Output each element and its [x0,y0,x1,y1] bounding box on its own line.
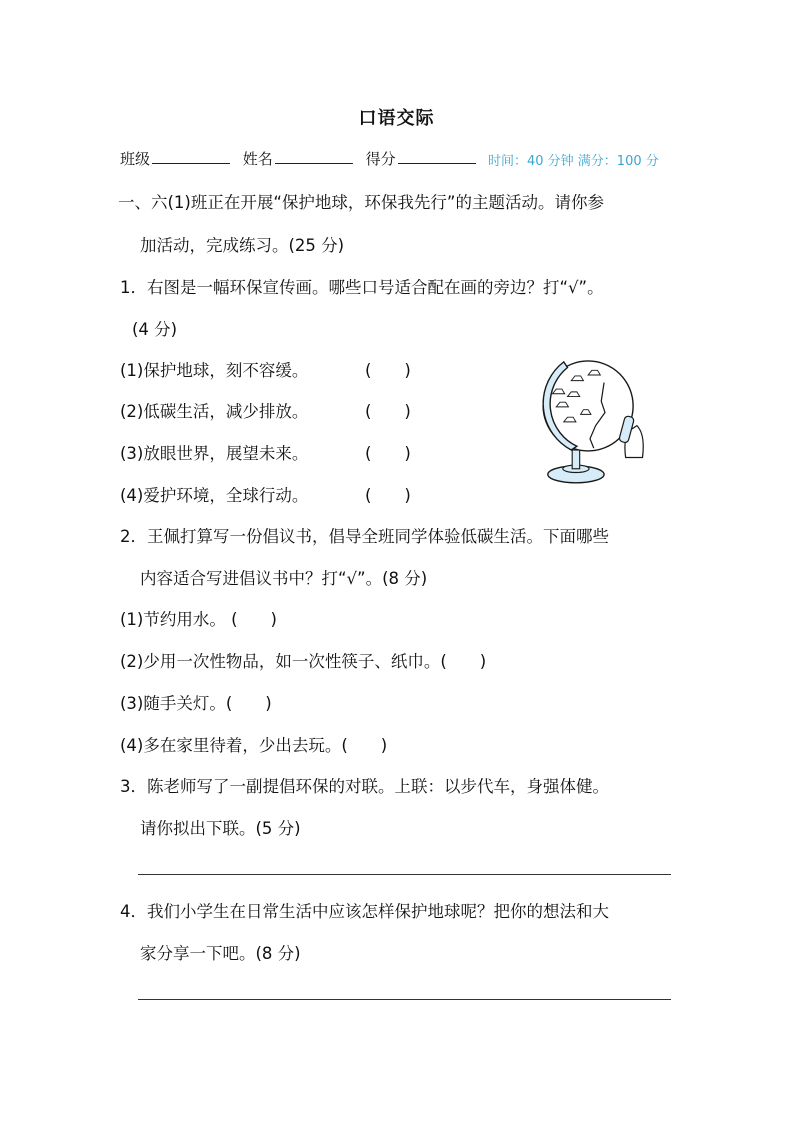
q1-option-2-answer[interactable]: ( ) [365,402,411,421]
page-title: 口语交际 [358,108,435,129]
q3-line1: 3．陈老师写了一副提倡环保的对联。上联：以步代车，身强体健。 [120,777,609,796]
score-label: 得分 [365,150,396,168]
q2-option-3[interactable]: (3)随手关灯。( ) [120,694,272,713]
q2-line2: 内容适合写进倡议书中？打“√”。(8 分) [140,569,428,588]
q4-answer-line[interactable] [138,999,671,1000]
q3-answer-line[interactable] [138,874,671,875]
section1-heading-line1: 一、六(1)班正在开展“保护地球，环保我先行”的主题活动。请你参 [118,193,604,212]
q2-option-2[interactable]: (2)少用一次性物品，如一次性筷子、纸巾。( ) [120,652,487,671]
q1-option-4: (4)爱护环境，全球行动。 [120,486,309,505]
q1-option-1: (1)保护地球，刻不容缓。 [120,361,309,380]
q1-option-4-answer[interactable]: ( ) [365,486,411,505]
score-blank[interactable] [398,149,476,164]
q1-option-3: (3)放眼世界，展望未来。 [120,444,309,463]
section1-heading-line2: 加活动，完成练习。(25 分) [140,236,345,255]
student-info-row [120,148,484,169]
time-score-info: 时间：40 分钟 满分：100 分 [488,154,659,169]
q2-option-1[interactable]: (1)节约用水。 ( ) [120,610,277,629]
q3-line2: 请你拟出下联。(5 分) [140,819,301,838]
q1-option-3-answer[interactable]: ( ) [365,444,411,463]
q1-line1: 1．右图是一幅环保宣传画。哪些口号适合配在画的旁边？打“√”。 [120,278,604,297]
q1-line2: (4 分) [132,320,178,339]
q2-option-4[interactable]: (4)多在家里待着，少出去玩。( ) [120,736,388,755]
name-label: 姓名 [242,150,273,168]
class-blank[interactable] [152,149,230,164]
q4-line1: 4．我们小学生在日常生活中应该怎样保护地球呢？把你的想法和大 [120,902,609,921]
name-blank[interactable] [275,149,353,164]
globe-illustration [515,345,665,495]
q2-line1: 2．王佩打算写一份倡议书，倡导全班同学体验低碳生活。下面哪些 [120,527,609,546]
q4-line2: 家分享一下吧。(8 分) [140,944,301,963]
q1-option-2: (2)低碳生活，减少排放。 [120,402,309,421]
class-label: 班级 [120,150,151,168]
q1-option-1-answer[interactable]: ( ) [365,361,411,380]
